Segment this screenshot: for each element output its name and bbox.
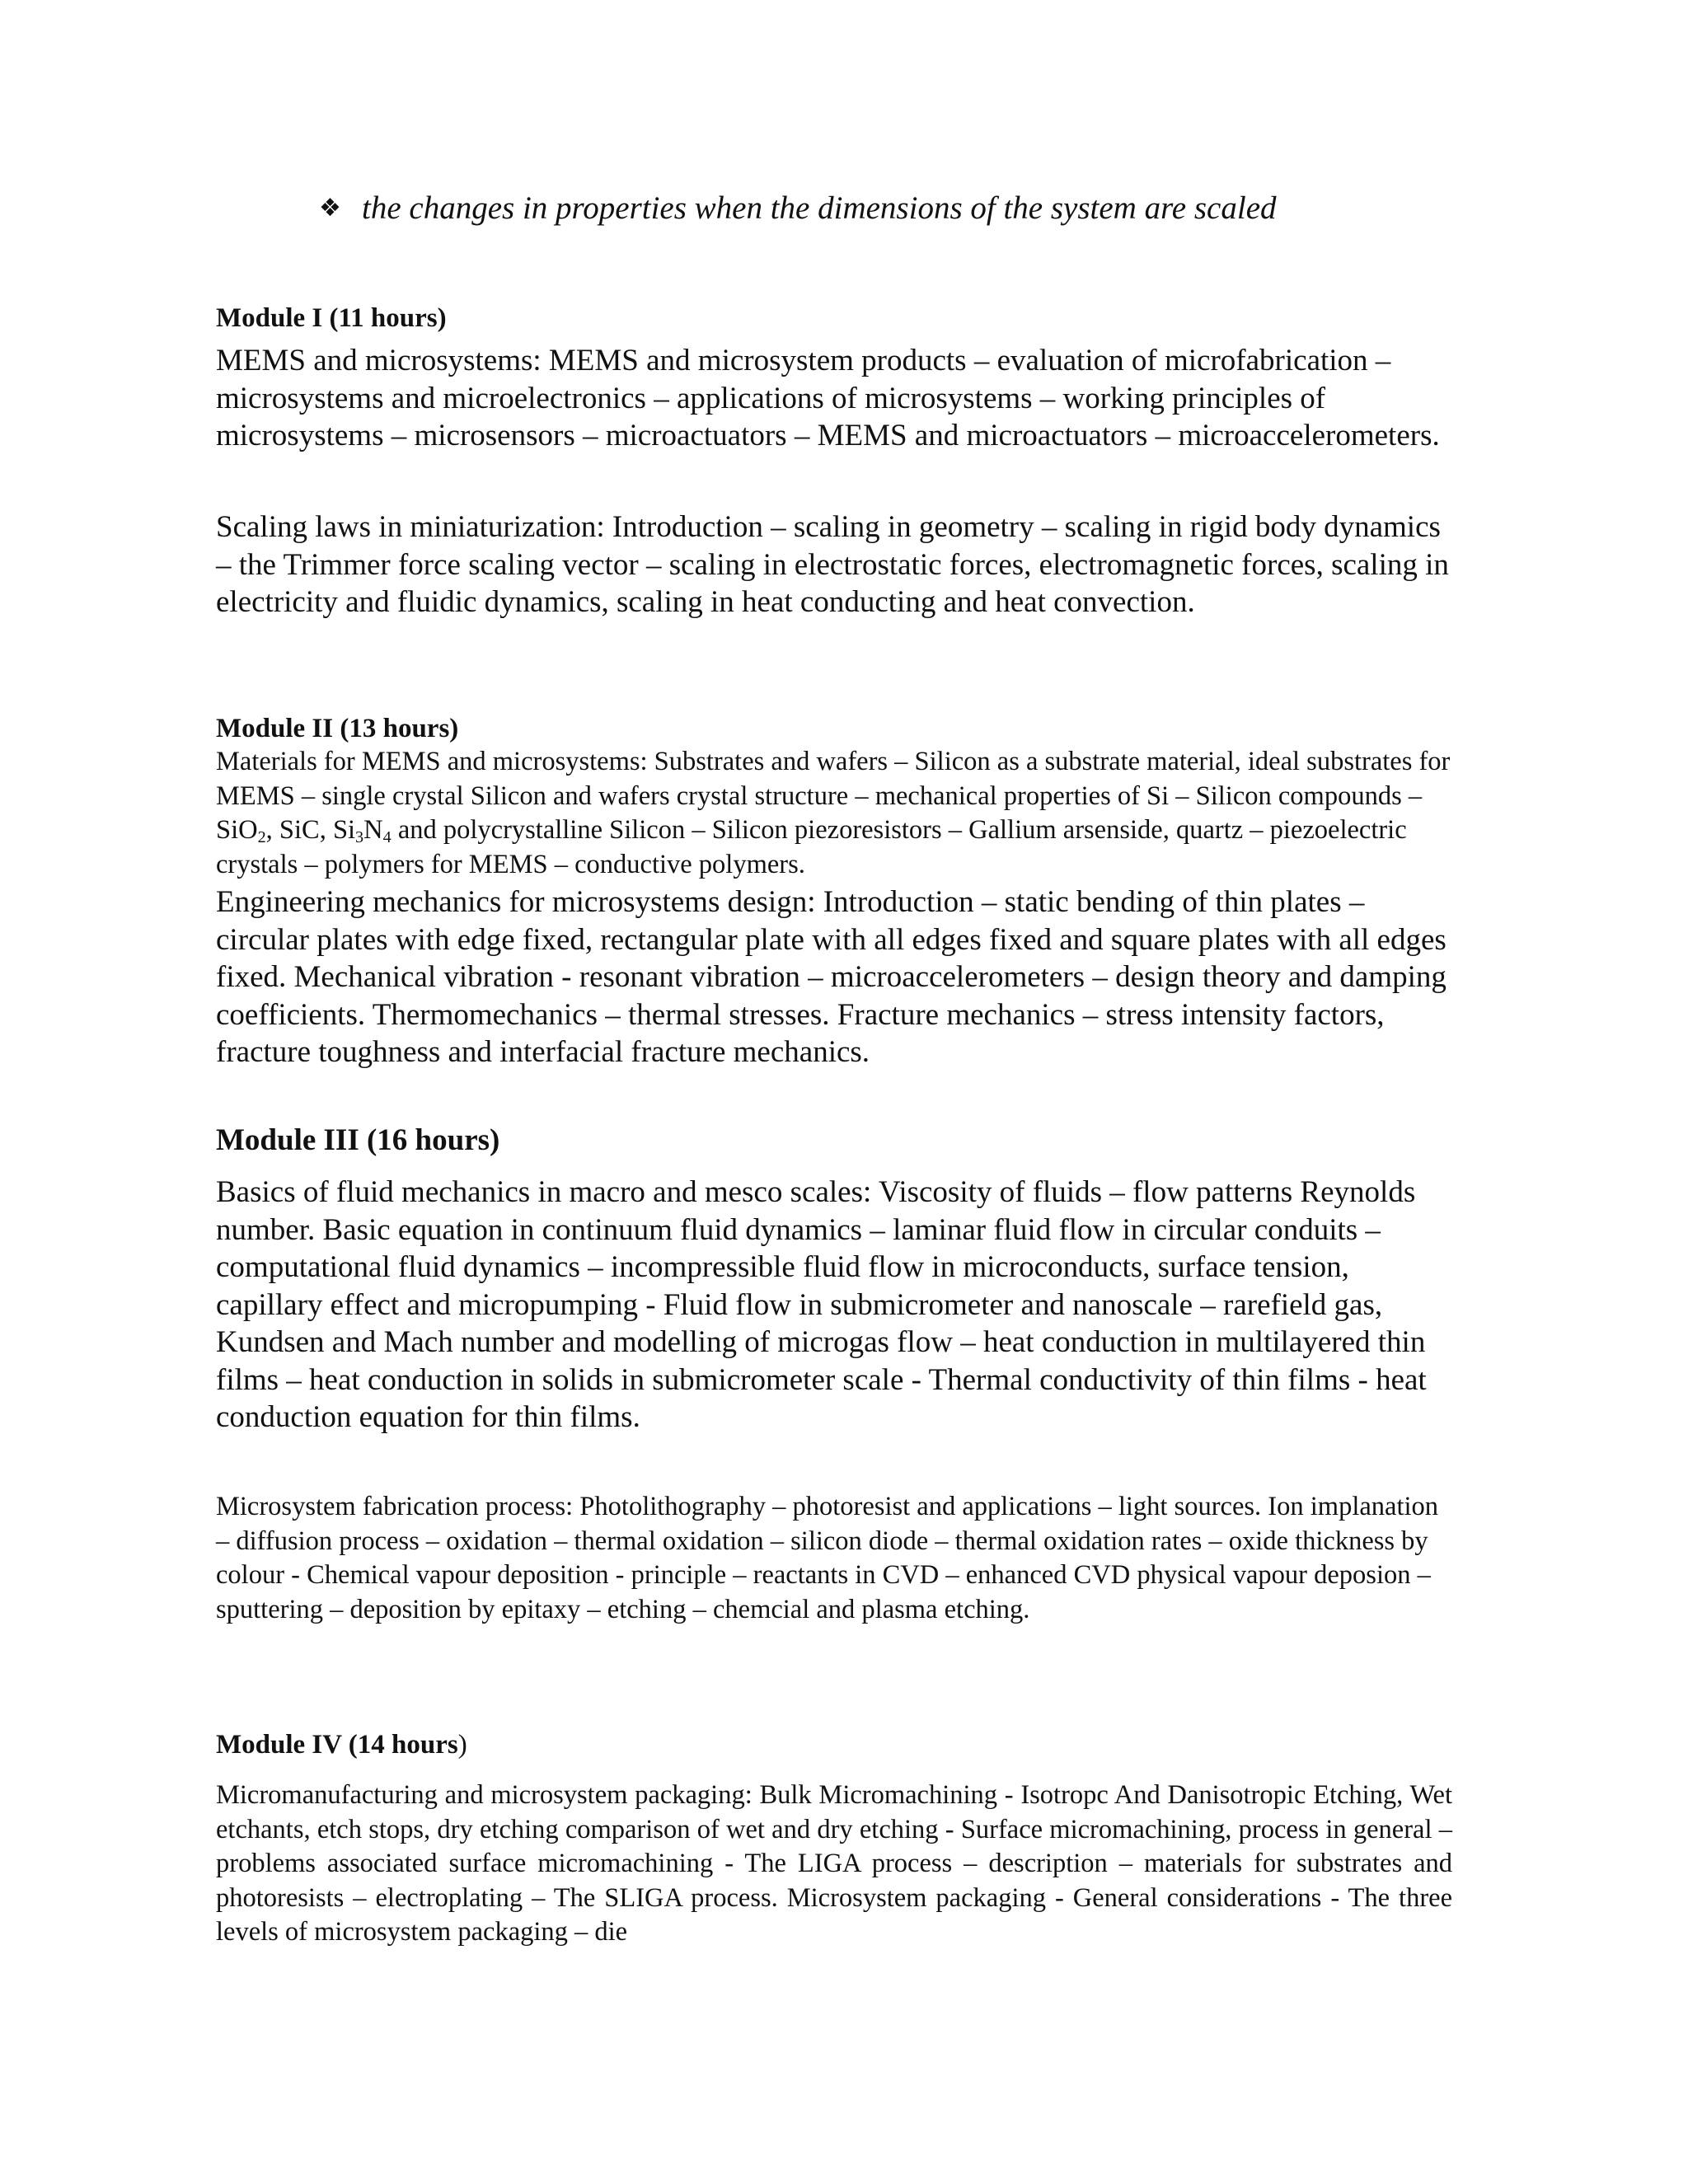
module-4-body xyxy=(216,1779,1452,1950)
module-1-paragraph-2: Scaling laws in miniaturization: Introduction – scaling in geometry – scaling in rigid body dynamics – the Trimmer force scaling vector – scaling in electrostatic forces, electromagnetic forces, scaling in electricity and fluidic dynamics, scaling in heat conducting and heat convection. xyxy=(216,510,1449,619)
module-1-body-2 xyxy=(216,509,1452,621)
text-run: and polycrystalline Silicon – Silicon piezoresistors – Gallium arsenside, quartz – piezoelectric crystals – polymers for MEMS – conductive polymers. xyxy=(216,815,1407,879)
module-3-section xyxy=(216,1122,1452,1159)
module-2-heading: Module II (13 hours) xyxy=(216,714,459,743)
heading-text: Module IV (14 hours xyxy=(216,1730,458,1760)
module-3-body xyxy=(216,1174,1452,1436)
module-1-heading: Module I (11 hours) xyxy=(216,303,447,333)
module-2-section xyxy=(216,712,1452,745)
module-4-heading xyxy=(216,1728,1452,1761)
module-4-section xyxy=(216,1728,1452,1761)
text-run: N xyxy=(363,815,383,845)
module-3-paragraph-1: Basics of fluid mechanics in macro and mesco scales: Viscosity of fluids – flow patterns Reynolds number. Basic equation in continuum fluid dynamics – laminar fluid flow in circular conduits – computational fluid dynamics – incompressible fluid flow in microconducts, surface tension, capillary effect and micropumping - Fluid flow in submicrometer and nanoscale – rarefield gas, Kundsen and Mach number and modelling of microgas flow – heat conduction in multilayered thin films – heat conduction in solids in submicrometer scale - Thermal conductivity of thin films - heat conduction equation for thin films. xyxy=(216,1175,1427,1434)
subscript: 2 xyxy=(257,828,266,847)
module-3-paragraph-2: Microsystem fabrication process: Photolithography – photoresist and applications – light sources. Ion implanation – diffusion process – oxidation – thermal oxidation – silicon diode – thermal oxidation rates – oxide thickness by colour - Chemical vapour deposition - principle – reactants in CVD – enhanced CVD physical vapour deposion – sputtering – deposition by epitaxy – etching – chemcial and plasma etching. xyxy=(216,1492,1439,1624)
heading-tail: ) xyxy=(457,1730,467,1760)
subscript: 4 xyxy=(382,828,392,847)
diamond-bullet-icon: ❖ xyxy=(319,194,341,223)
module-1-section xyxy=(216,302,1452,335)
module-3-heading: Module III (16 hours) xyxy=(216,1123,500,1157)
bullet-text: the changes in properties when the dimensions of the system are scaled xyxy=(362,190,1277,226)
module-3-body-2 xyxy=(216,1490,1452,1627)
text-run: Materials for MEMS and microsystems: Substrates and wafers – Silicon as a substrate material, ideal substrates for MEMS – single crystal Silicon and wafers crystal structure – mechanical properties of Si – Silicon compounds – SiO xyxy=(216,747,1451,845)
text-run: , SiC, Si xyxy=(265,815,356,845)
module-2-body-2 xyxy=(216,883,1452,1071)
module-1-paragraph-1: MEMS and microsystems: MEMS and microsystem products – evaluation of microfabrication – microsystems and microelectronics – applications of microsystems – working principles of microsystems – microsensors – microactuators – MEMS and microactuators – microaccelerometers. xyxy=(216,344,1440,452)
module-2-paragraph-1 xyxy=(216,745,1452,882)
module-2-paragraph-2: Engineering mechanics for microsystems design: Introduction – static bending of thin plates – circular plates with edge fixed, rectangular plate with all edges fixed and square plates with all edges fixed. Mechanical vibration - resonant vibration – microaccelerometers – design theory and damping coefficients. Thermomechanics – thermal stresses. Fracture mechanics – stress intensity factors, fracture toughness and interfacial fracture mechanics. xyxy=(216,885,1447,1069)
bullet-item xyxy=(319,190,1277,227)
module-2-body xyxy=(216,745,1452,882)
module-1-body xyxy=(216,342,1452,455)
subscript: 3 xyxy=(355,828,364,847)
module-4-paragraph-1: Micromanufacturing and microsystem packaging: Bulk Micromachining - Isotropc And Danisotropic Etching, Wet etchants, etch stops, dry etching comparison of wet and dry etching - Surface micromachining, process in general – problems associated surface micromachining - The LIGA process – description – materials for substrates and photoresists – electroplating – The SLIGA process. Microsystem packaging - General considerations - The three levels of microsystem packaging – die xyxy=(216,1780,1452,1947)
